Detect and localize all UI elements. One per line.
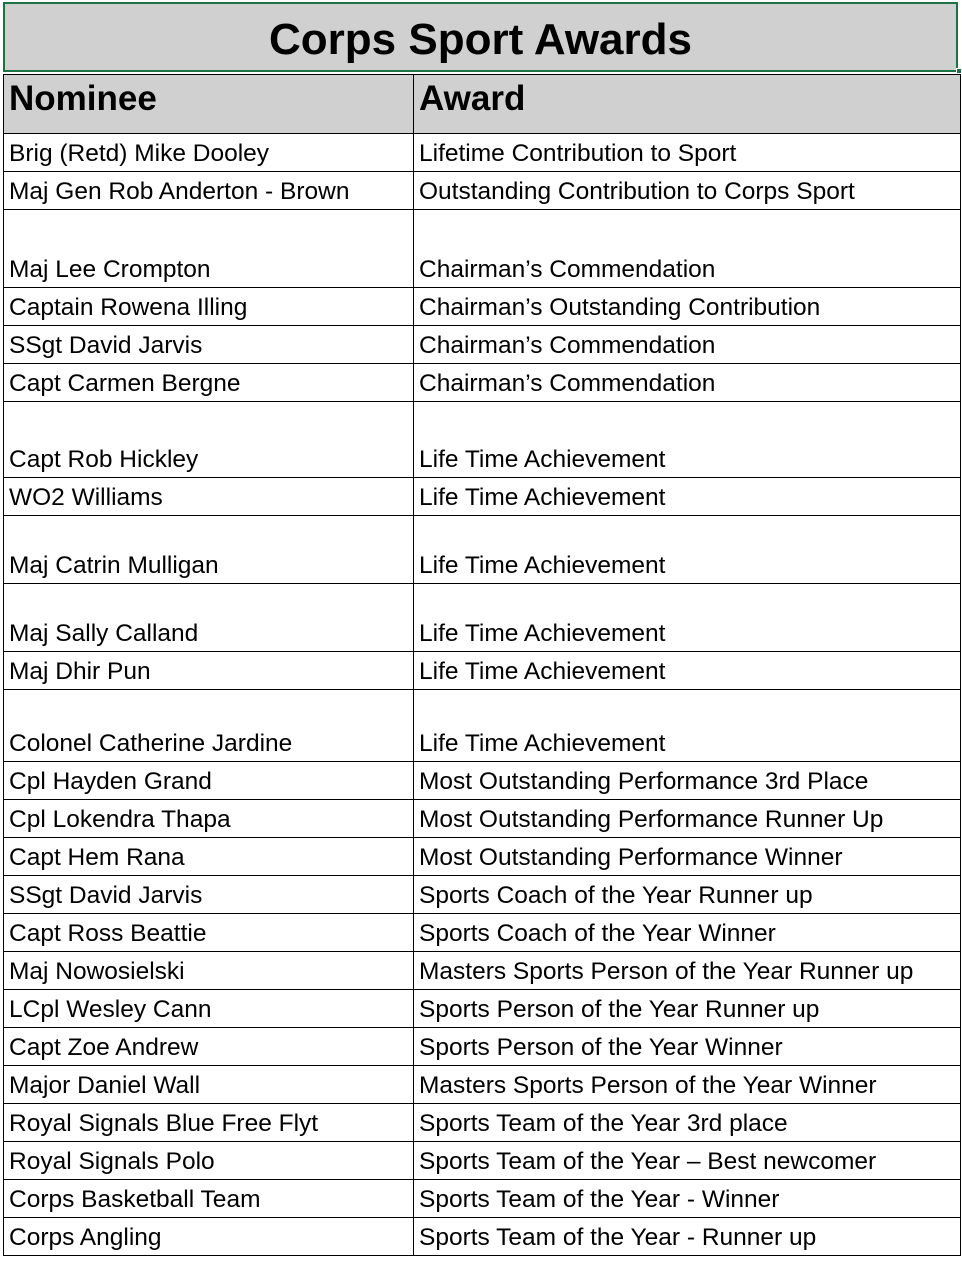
table-row — [4, 990, 961, 1028]
table-row — [4, 1180, 961, 1218]
table-row — [4, 134, 961, 172]
award-cell[interactable]: Chairman’s Commendation — [414, 210, 961, 288]
award-cell[interactable]: Sports Person of the Year Runner up — [414, 990, 961, 1028]
table-row — [4, 800, 961, 838]
award-cell[interactable]: Chairman’s Commendation — [414, 326, 961, 364]
award-cell[interactable]: Sports Team of the Year - Winner — [414, 1180, 961, 1218]
nominee-cell[interactable]: Capt Ross Beattie — [4, 914, 414, 952]
title-cell[interactable] — [3, 2, 958, 72]
table-row — [4, 876, 961, 914]
nominee-cell[interactable]: LCpl Wesley Cann — [4, 990, 414, 1028]
award-cell[interactable]: Sports Coach of the Year Winner — [414, 914, 961, 952]
table-row — [4, 584, 961, 652]
nominee-cell[interactable]: Royal Signals Polo — [4, 1142, 414, 1180]
table-row — [4, 690, 961, 762]
nominee-cell[interactable]: Major Daniel Wall — [4, 1066, 414, 1104]
table-row — [4, 326, 961, 364]
table-row — [4, 1066, 961, 1104]
award-cell[interactable]: Life Time Achievement — [414, 652, 961, 690]
award-cell[interactable]: Outstanding Contribution to Corps Sport — [414, 172, 961, 210]
header-row — [4, 75, 961, 134]
award-cell[interactable]: Life Time Achievement — [414, 402, 961, 478]
nominee-cell[interactable]: Cpl Lokendra Thapa — [4, 800, 414, 838]
nominee-cell[interactable]: SSgt David Jarvis — [4, 876, 414, 914]
award-cell[interactable]: Most Outstanding Performance 3rd Place — [414, 762, 961, 800]
nominee-cell[interactable]: Corps Basketball Team — [4, 1180, 414, 1218]
award-cell[interactable]: Sports Team of the Year – Best newcomer — [414, 1142, 961, 1180]
page-title: Corps Sport Awards — [269, 15, 692, 64]
award-cell[interactable]: Lifetime Contribution to Sport — [414, 134, 961, 172]
awards-table — [3, 74, 961, 1256]
award-cell[interactable]: Chairman’s Commendation — [414, 364, 961, 402]
award-cell[interactable]: Sports Team of the Year 3rd place — [414, 1104, 961, 1142]
table-row — [4, 652, 961, 690]
table-row — [4, 1142, 961, 1180]
table-row — [4, 762, 961, 800]
award-cell[interactable]: Masters Sports Person of the Year Runner up — [414, 952, 961, 990]
nominee-cell[interactable]: SSgt David Jarvis — [4, 326, 414, 364]
nominee-header[interactable]: Nominee — [4, 75, 414, 134]
nominee-cell[interactable]: Capt Rob Hickley — [4, 402, 414, 478]
table-row — [4, 288, 961, 326]
award-cell[interactable]: Sports Coach of the Year Runner up — [414, 876, 961, 914]
nominee-cell[interactable]: Cpl Hayden Grand — [4, 762, 414, 800]
nominee-cell[interactable]: Capt Hem Rana — [4, 838, 414, 876]
award-cell[interactable]: Most Outstanding Performance Runner Up — [414, 800, 961, 838]
award-cell[interactable]: Masters Sports Person of the Year Winner — [414, 1066, 961, 1104]
nominee-cell[interactable]: Maj Dhir Pun — [4, 652, 414, 690]
table-row — [4, 172, 961, 210]
table-row — [4, 838, 961, 876]
table-row — [4, 1028, 961, 1066]
award-cell[interactable]: Most Outstanding Performance Winner — [414, 838, 961, 876]
nominee-cell[interactable]: Maj Nowosielski — [4, 952, 414, 990]
nominee-cell[interactable]: Maj Catrin Mulligan — [4, 516, 414, 584]
nominee-cell[interactable]: Maj Sally Calland — [4, 584, 414, 652]
nominee-cell[interactable]: Colonel Catherine Jardine — [4, 690, 414, 762]
award-cell[interactable]: Chairman’s Outstanding Contribution — [414, 288, 961, 326]
table-row — [4, 1218, 961, 1256]
award-cell[interactable]: Life Time Achievement — [414, 516, 961, 584]
nominee-cell[interactable]: Brig (Retd) Mike Dooley — [4, 134, 414, 172]
award-header[interactable]: Award — [414, 75, 961, 134]
table-row — [4, 914, 961, 952]
table-row — [4, 952, 961, 990]
award-cell[interactable]: Life Time Achievement — [414, 690, 961, 762]
table-row — [4, 1104, 961, 1142]
nominee-cell[interactable]: Capt Zoe Andrew — [4, 1028, 414, 1066]
award-cell[interactable]: Life Time Achievement — [414, 478, 961, 516]
nominee-cell[interactable]: Maj Gen Rob Anderton - Brown — [4, 172, 414, 210]
table-row — [4, 364, 961, 402]
nominee-cell[interactable]: Capt Carmen Bergne — [4, 364, 414, 402]
table-row — [4, 516, 961, 584]
nominee-cell[interactable]: Maj Lee Crompton — [4, 210, 414, 288]
table-row — [4, 478, 961, 516]
table-row — [4, 402, 961, 478]
award-cell[interactable]: Sports Person of the Year Winner — [414, 1028, 961, 1066]
award-cell[interactable]: Sports Team of the Year - Runner up — [414, 1218, 961, 1256]
award-cell[interactable]: Life Time Achievement — [414, 584, 961, 652]
nominee-cell[interactable]: Captain Rowena Illing — [4, 288, 414, 326]
nominee-cell[interactable]: Corps Angling — [4, 1218, 414, 1256]
table-row — [4, 210, 961, 288]
nominee-cell[interactable]: Royal Signals Blue Free Flyt — [4, 1104, 414, 1142]
nominee-cell[interactable]: WO2 Williams — [4, 478, 414, 516]
